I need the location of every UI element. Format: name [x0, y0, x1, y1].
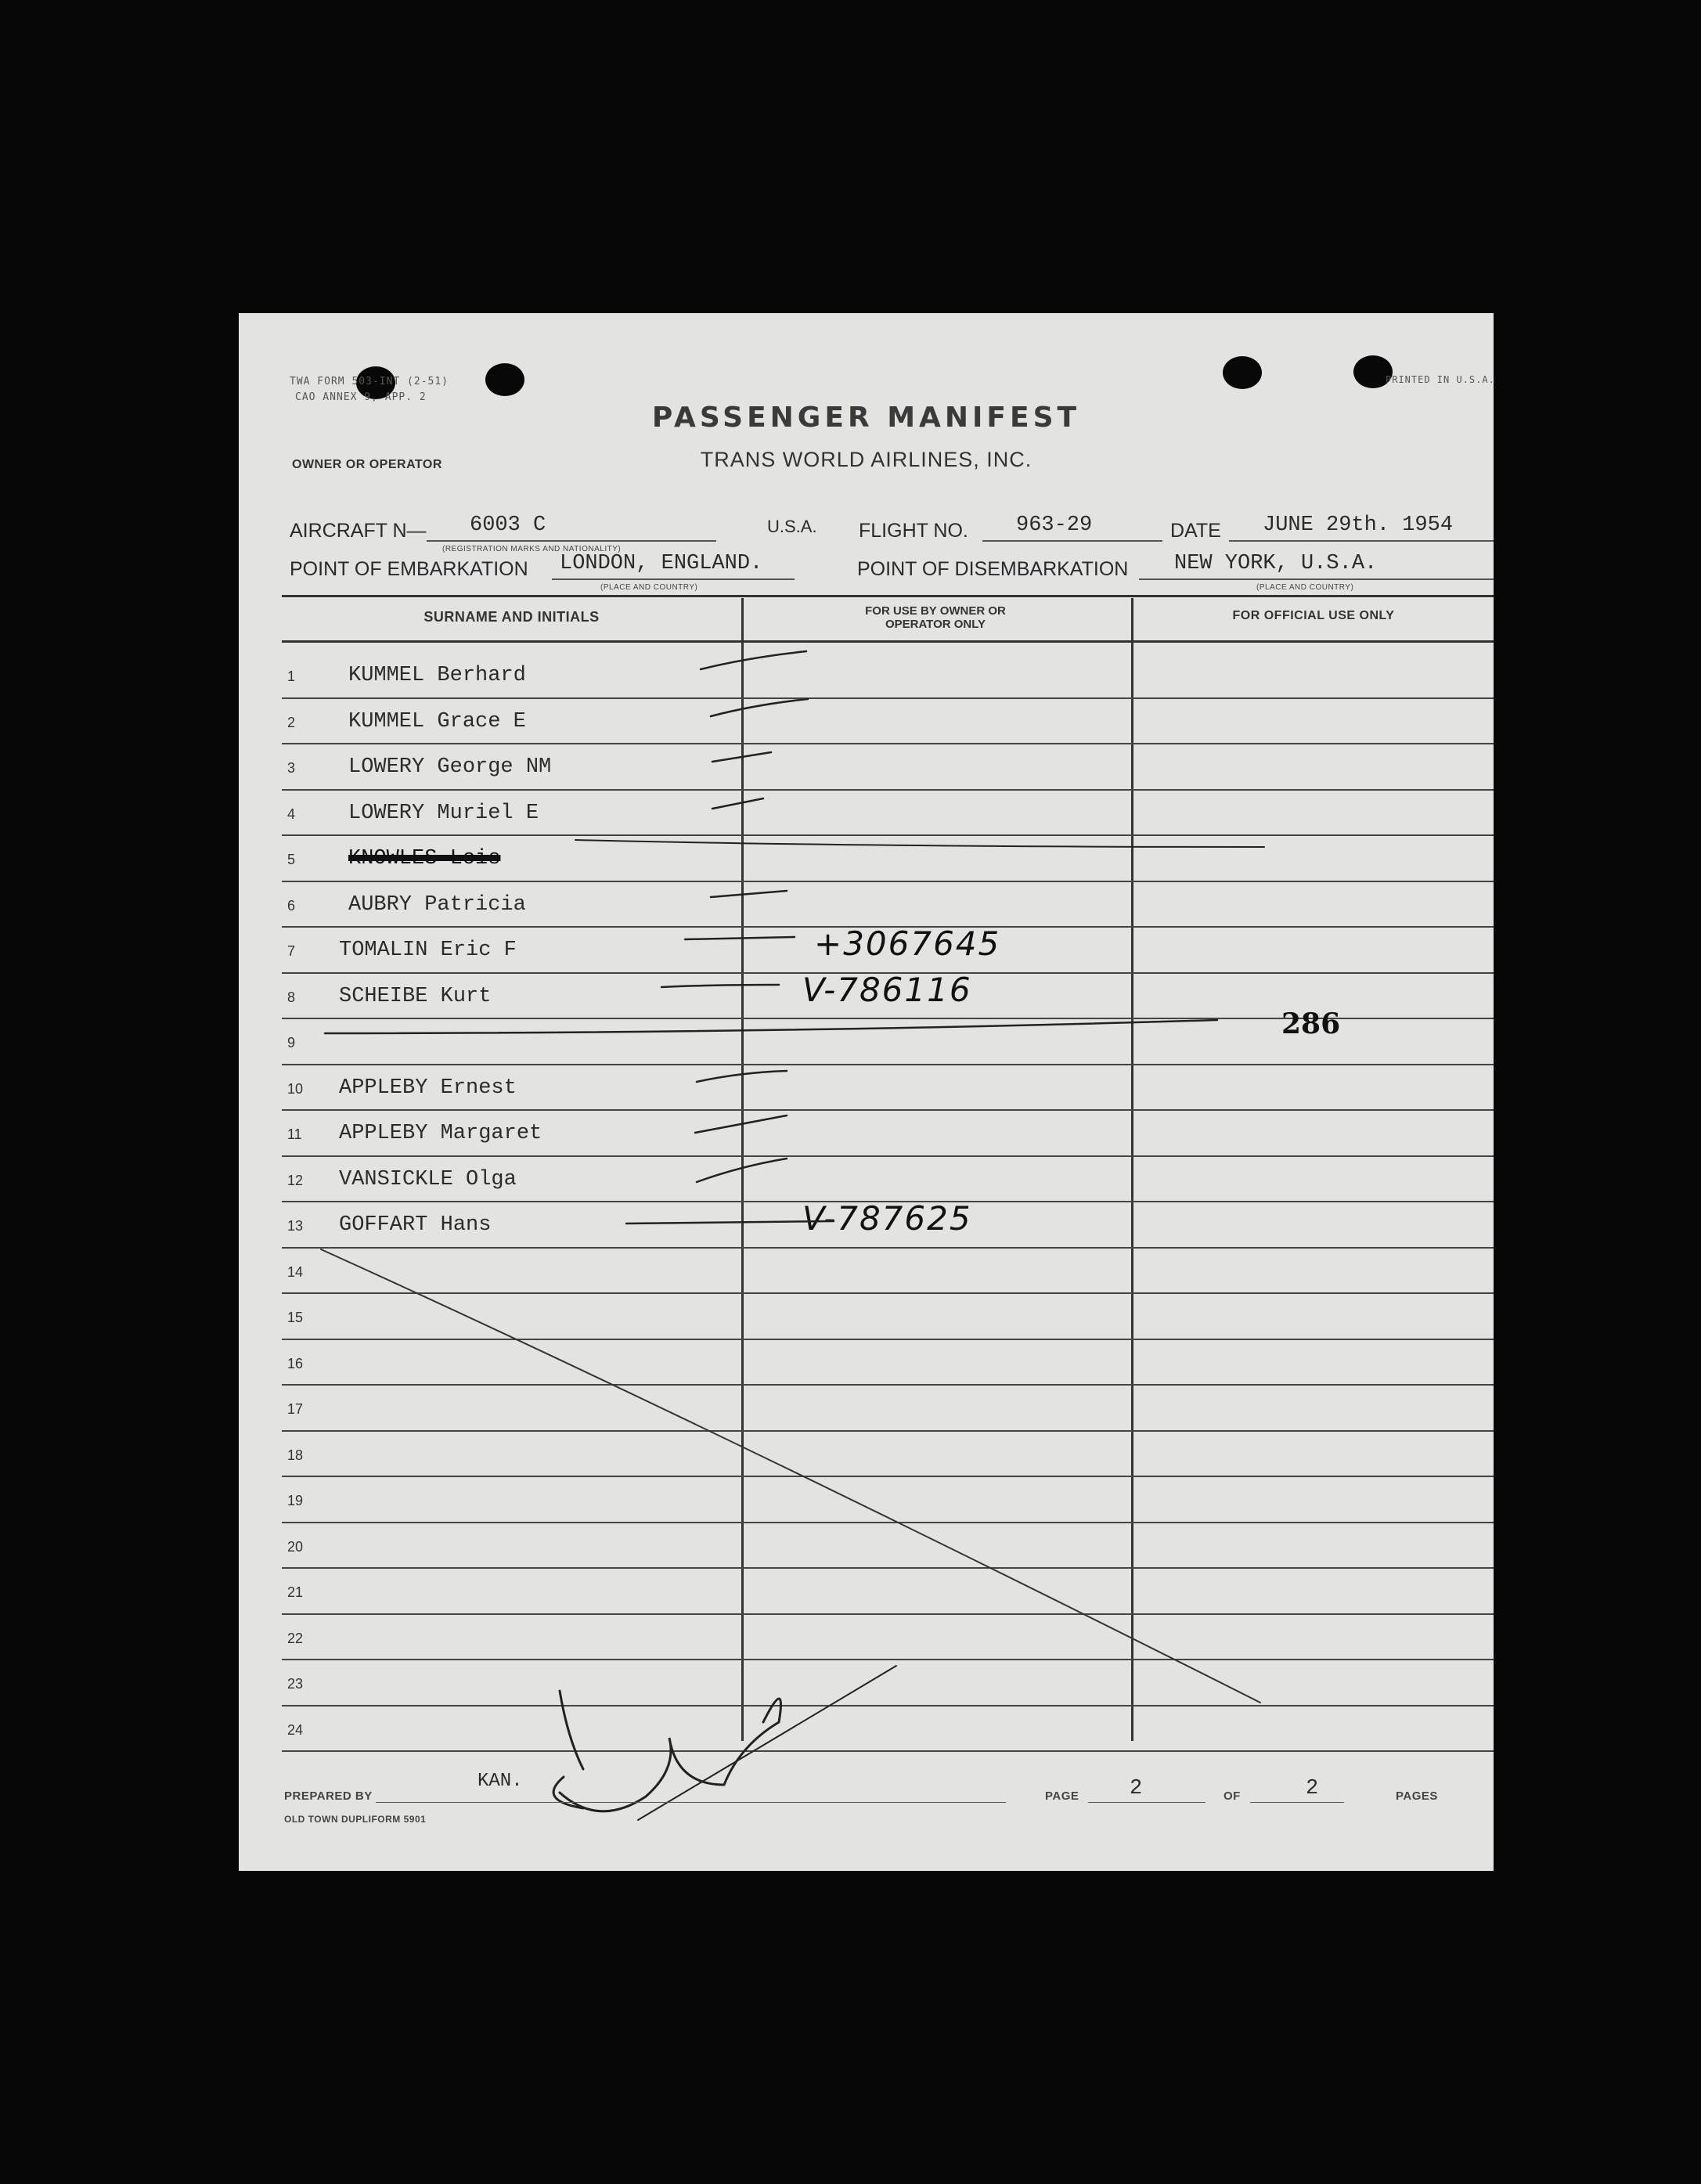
signature: [553, 1691, 780, 1811]
passenger-name: LOWERY Muriel E: [348, 801, 539, 825]
row-number: 8: [287, 989, 296, 1005]
strike-row-5: [575, 840, 1264, 847]
disembarkation-value: NEW YORK, U.S.A.: [1174, 552, 1378, 575]
registration-note: (REGISTRATION MARKS AND NATIONALITY): [442, 545, 622, 553]
row-number: 9: [287, 1035, 296, 1051]
passenger-name: APPLEBY Ernest: [339, 1076, 517, 1100]
page-underline: [1088, 1802, 1205, 1803]
prepared-by-underline: [376, 1802, 1006, 1803]
handwritten-marks: [239, 313, 1494, 1871]
row-number: 6: [287, 897, 296, 914]
row-number: 1: [287, 669, 296, 684]
tick-mark: [685, 937, 795, 939]
embarkation-label: POINT OF EMBARKATION: [290, 558, 528, 580]
passenger-name: KNOWLES Lois: [348, 847, 501, 870]
date-value: JUNE 29th. 1954: [1263, 514, 1454, 537]
row-number: 23: [287, 1676, 304, 1692]
page-label: PAGE: [1045, 1789, 1079, 1803]
tick-mark: [697, 1071, 787, 1082]
tick-mark: [712, 798, 763, 809]
disembarkation-label: POINT OF DISEMBARKATION: [857, 558, 1129, 580]
aircraft-value: 6003 C: [470, 514, 546, 537]
row-number: 11: [287, 1126, 302, 1142]
manifest-sheet: [239, 313, 1494, 1871]
flight-label: FLIGHT NO.: [859, 520, 968, 542]
form-code-annex: CAO ANNEX 9, APP. 2: [295, 391, 427, 403]
handwritten-passport-number: V-786116: [802, 970, 972, 1009]
aircraft-label: AIRCRAFT N—: [290, 520, 427, 542]
row-number: 4: [287, 805, 296, 822]
column-header-official-use: FOR OFFICIAL USE ONLY: [1232, 609, 1395, 622]
date-label: DATE: [1170, 520, 1221, 542]
row-number: 12: [287, 1172, 304, 1188]
passenger-name: VANSICKLE Olga: [339, 1167, 517, 1191]
prepared-by-value: KAN.: [478, 1771, 523, 1792]
handwritten-passport-number: V-787625: [802, 1199, 972, 1238]
page-number: 2: [1130, 1777, 1143, 1800]
row-number: 21: [287, 1584, 304, 1600]
printed-in-label: PRINTED IN U.S.A.: [1386, 374, 1495, 385]
row-number: 5: [287, 852, 296, 867]
passenger-name: APPLEBY Margaret: [339, 1122, 542, 1145]
passenger-name: LOWERY George NM: [348, 755, 552, 779]
owner-label: OWNER OR OPERATOR: [292, 458, 442, 471]
passenger-name: GOFFART Hans: [339, 1213, 492, 1237]
row-number: 3: [287, 760, 296, 776]
tick-mark: [712, 752, 771, 762]
duplicator-imprint: OLD TOWN DUPLIFORM 5901: [284, 1814, 427, 1825]
row-number: 15: [287, 1310, 304, 1325]
void-line: [321, 1249, 1260, 1703]
column-header-surname: SURNAME AND INITIALS: [423, 609, 600, 625]
total-pages: 2: [1306, 1777, 1319, 1800]
column-header-owner-use: FOR USE BY OWNER OR OPERATOR ONLY: [865, 604, 1006, 631]
tick-mark: [701, 651, 806, 669]
passenger-name: SCHEIBE Kurt: [339, 984, 492, 1008]
tick-mark: [695, 1115, 787, 1133]
row-number: 2: [287, 714, 296, 730]
row-number: 13: [287, 1218, 304, 1234]
page-title: PASSENGER MANIFEST: [651, 402, 1081, 434]
nationality: U.S.A.: [767, 517, 817, 536]
of-underline: [1250, 1802, 1344, 1803]
strike-row-9: [325, 1020, 1217, 1033]
pages-label: PAGES: [1396, 1789, 1438, 1803]
handwritten-passport-number: +3067645: [814, 924, 1001, 963]
passenger-name: KUMMEL Grace E: [348, 709, 526, 733]
embarkation-note: (PLACE AND COUNTRY): [600, 583, 698, 592]
row-number: 18: [287, 1447, 304, 1463]
row-number: 7: [287, 943, 296, 959]
of-label: OF: [1223, 1789, 1241, 1803]
row-number: 19: [287, 1493, 304, 1508]
tick-mark: [697, 1159, 787, 1182]
official-stamp-number: 286: [1281, 1007, 1341, 1040]
form-code: TWA FORM 503-INT (2-51): [290, 376, 449, 387]
row-number: 20: [287, 1538, 304, 1555]
disembarkation-note: (PLACE AND COUNTRY): [1256, 583, 1354, 592]
row-number: 14: [287, 1263, 304, 1280]
airline-name: TRANS WORLD AIRLINES, INC.: [700, 448, 1032, 471]
flight-value: 963-29: [1016, 514, 1093, 537]
tick-mark: [661, 985, 779, 987]
passenger-name: AUBRY Patricia: [348, 892, 526, 917]
row-number: 10: [287, 1080, 304, 1097]
tick-mark: [626, 1221, 834, 1224]
row-number: 24: [287, 1721, 304, 1738]
passenger-name: KUMMEL Berhard: [348, 664, 526, 687]
passenger-name: TOMALIN Eric F: [339, 939, 517, 962]
row-number: 17: [287, 1401, 304, 1417]
row-number: 16: [287, 1355, 304, 1371]
row-number: 22: [287, 1630, 304, 1646]
tick-mark: [711, 891, 787, 897]
signature-strike: [638, 1666, 896, 1820]
prepared-by-label: PREPARED BY: [284, 1789, 373, 1803]
embarkation-value: LONDON, ENGLAND.: [560, 552, 763, 575]
tick-mark: [711, 699, 808, 716]
